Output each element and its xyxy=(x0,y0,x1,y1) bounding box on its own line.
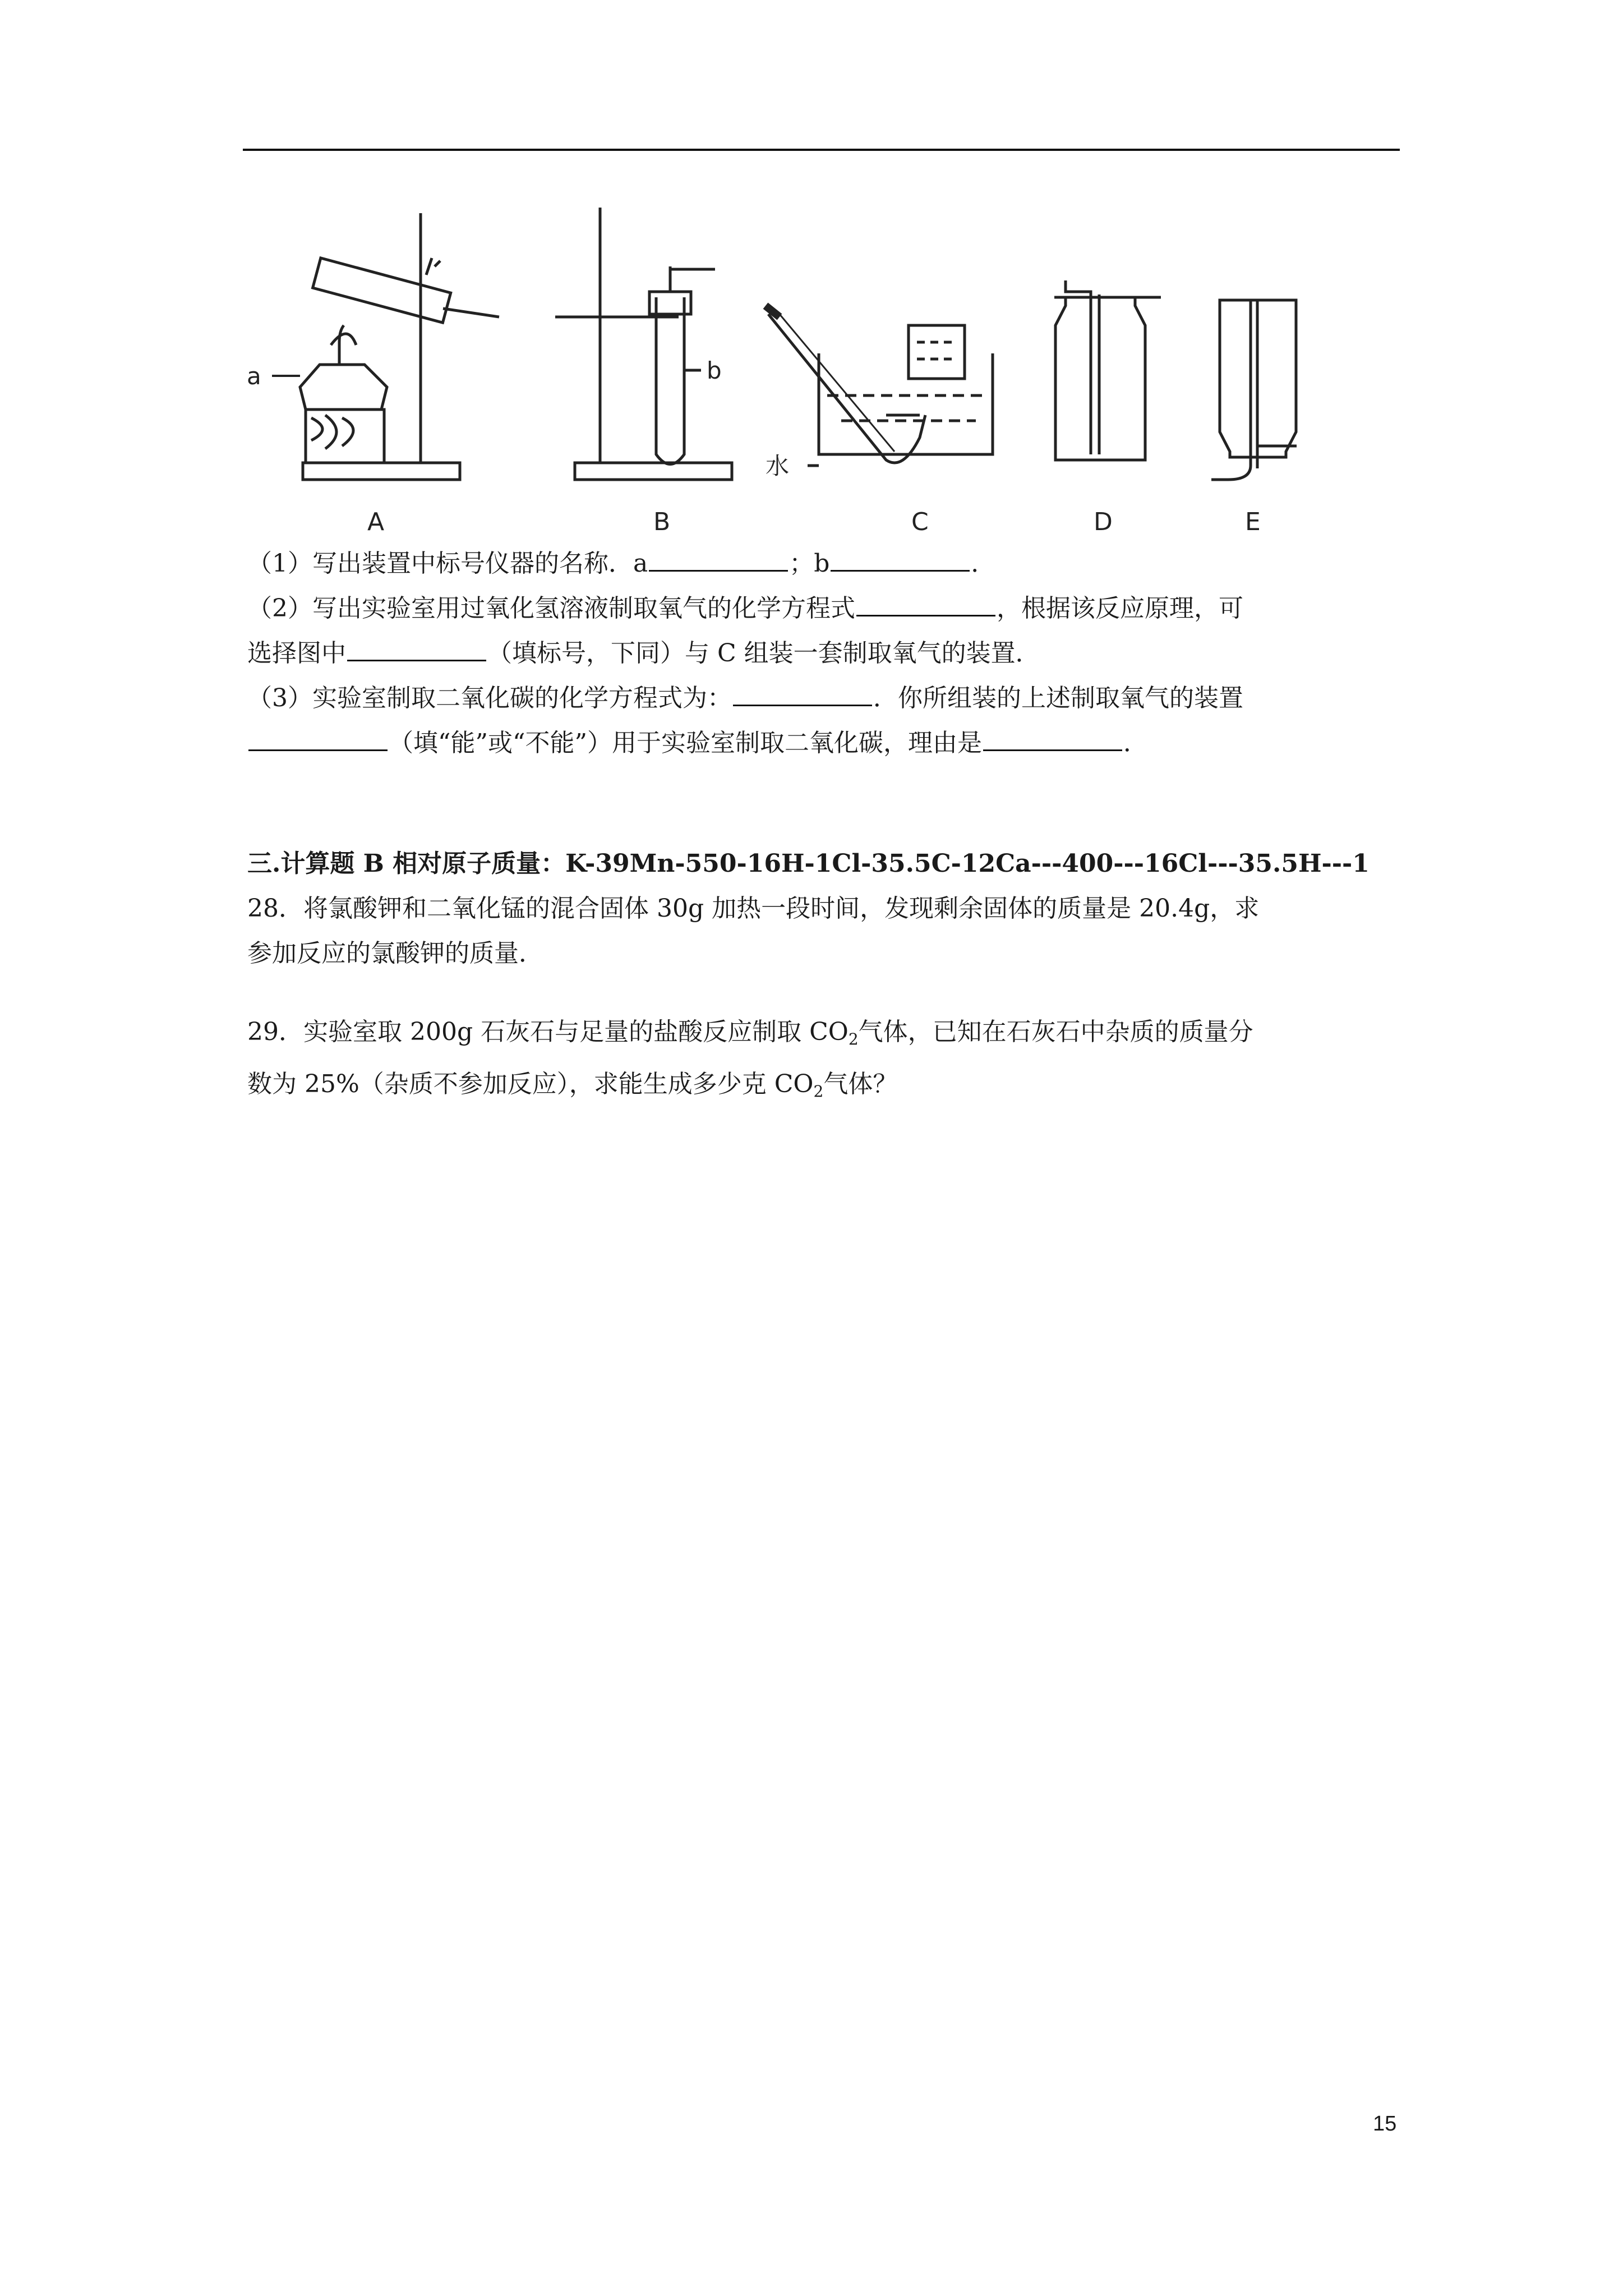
answer-blank[interactable] xyxy=(649,569,788,572)
question-27-3-line2: （填“能”或“不能”）用于实验室制取二氧化碳，理由是 ． xyxy=(247,721,1397,766)
caption-d: D xyxy=(1094,508,1113,536)
page-number: 15 xyxy=(1373,2112,1397,2136)
question-27-2-line1: （2）写出实验室用过氧化氢溶液制取氧气的化学方程式 ，根据该反应原理，可 xyxy=(247,594,1243,623)
apparatus-diagram xyxy=(241,196,1391,544)
header-rule xyxy=(243,149,1400,151)
apparatus-figure xyxy=(241,196,1391,544)
question-27-1: （1）写出装置中标号仪器的名称．a ；b ． xyxy=(247,549,996,578)
question-27-3-line1: （3）实验室制取二氧化碳的化学方程式为： ．你所组装的上述制取氧气的装置 xyxy=(247,684,1243,712)
question-29-line1: 29．实验室取 200g 石灰石与足量的盐酸反应制取 $CO_2$气体，已知在石灰石中杂质的质量分 xyxy=(247,1018,1253,1048)
answer-blank[interactable] xyxy=(347,659,486,661)
answer-blank[interactable] xyxy=(248,749,388,751)
caption-e: E xyxy=(1245,508,1261,536)
question-27-parts xyxy=(247,541,1397,766)
answer-blank[interactable] xyxy=(856,614,995,616)
apparatus-b xyxy=(555,208,732,480)
caption-a: A xyxy=(367,508,385,536)
label-water: 水 xyxy=(766,452,790,480)
section-3 xyxy=(247,841,1397,976)
apparatus-d xyxy=(1054,280,1161,460)
answer-blank[interactable] xyxy=(983,749,1122,751)
apparatus-c xyxy=(766,306,993,466)
question-27-2-line2: 选择图中 （填标号，下同）与 C 组装一套制取氧气的装置． xyxy=(247,639,1040,668)
label-a: a xyxy=(247,362,261,390)
question-29 xyxy=(247,1010,1397,1114)
label-b: b xyxy=(707,357,722,384)
caption-b: B xyxy=(653,508,671,536)
apparatus-e xyxy=(1211,300,1297,480)
answer-blank[interactable] xyxy=(733,704,872,706)
apparatus-a xyxy=(300,213,499,480)
answer-blank[interactable] xyxy=(831,569,970,572)
question-29-line2: 数为 25%（杂质不参加反应），求能生成多少克 $CO_2$气体？ xyxy=(247,1070,898,1101)
question-28-line1: 28．将氯酸钾和二氧化锰的混合固体 30g 加热一段时间，发现剩余固体的质量是 20.4g，求 xyxy=(247,894,1260,923)
section-3-title: 三.计算题 B 相对原子质量：K-39Mn-550-16H-1Cl-35.5C-12Ca---400---16Cl---35.5H---1 xyxy=(247,849,1370,878)
caption-c: C xyxy=(911,508,929,536)
question-28-line2: 参加反应的氯酸钾的质量． xyxy=(247,939,543,968)
